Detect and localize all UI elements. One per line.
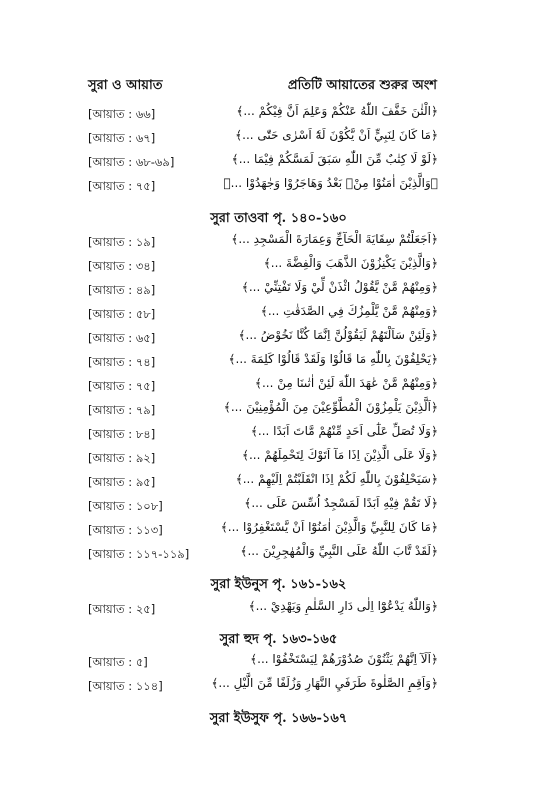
ayah-start-text: ﴿وَلَا تُصَلِّ عَلٰٓى اَحَدٍ مِّنْهُمْ مَّاتَ اَبَدًا ...﴾ <box>250 424 438 438</box>
ayah-reference: [আয়াত : ১১৩] <box>88 523 163 537</box>
table-row <box>88 176 438 196</box>
ayah-start-text: ﴿مَا كَانَ لِنَبِيٍّ اَنْ يَّكُوْنَ لَهٗٓ اَسْرٰى حَتّٰى ...﴾ <box>235 128 438 142</box>
ayah-start-text: ﴿يَحْلِفُوْنَ بِاللّٰهِ مَا قَالُوْا وَلَقَدْ قَالُوْا كَلِمَةَ ...﴾ <box>228 352 438 366</box>
ayah-reference: [আয়াত : ৫৮] <box>88 307 156 321</box>
table-row <box>88 496 438 516</box>
ayah-reference: [আয়াত : ১৯] <box>88 235 156 249</box>
table-row <box>88 520 438 540</box>
ayah-reference: [আয়াত : ৬৬] <box>88 107 156 121</box>
ayah-start-text: ﴿وَالَّذِيْنَ يَكْنِزُوْنَ الذَّهَبَ وَالْفِضَّةَ ...﴾ <box>263 256 438 270</box>
section-heading: সুরা হুদ পৃ. ১৬৩-১৬৫ <box>219 632 338 647</box>
ayah-reference: [আয়াত : ৬৭] <box>88 131 156 145</box>
ayah-start-text: ﴿اَلَآ اِنَّهُمْ يَثْنُوْنَ صُدُوْرَهُمْ لِيَسْتَخْفُوْا ...﴾ <box>250 652 438 666</box>
table-row <box>88 328 438 348</box>
ayah-reference: [আয়াত : ৫] <box>88 655 148 669</box>
ayah-start-text: ﴿اَجَعَلْتُمْ سِقَايَةَ الْحَآجِّ وَعِمَارَةَ الْمَسْجِدِ ...﴾ <box>231 232 438 246</box>
ayah-reference: [আয়াত : ৩৪] <box>88 259 156 273</box>
ayah-start-text: ﴿وَمِنْهُمْ مَّنْ يَّقُوْلُ ائْذَنْ لِّيْ وَلَا تَفْتِنِّيْ ...﴾ <box>241 280 438 294</box>
ayah-reference: [আয়াত : ৭৫] <box>88 379 156 393</box>
table-row <box>88 448 438 468</box>
ayah-start-text: ﴿وَاَقِمِ الصَّلٰوةَ طَرَفَيِ النَّهَارِ وَزُلَفًا مِّنَ الَّيْلِ ...﴾ <box>211 676 438 690</box>
table-row <box>88 280 438 300</box>
ayah-start-text: ﴿وَمِنْهُمْ مَّنْ يَّلْمِزُكَ فِي الصَّدَقٰتِ ...﴾ <box>260 304 438 318</box>
table-row <box>88 128 438 148</box>
section-heading: সুরা ইউনুস পৃ. ১৬১-১৬২ <box>210 577 347 592</box>
ayah-start-text: ﴿الْئٰنَ خَفَّفَ اللّٰهُ عَنْكُمْ وَعَلِمَ اَنَّ فِيْكُمْ ...﴾ <box>236 104 438 118</box>
table-row <box>88 472 438 492</box>
ayah-start-text: ﴿وَاللّٰهُ يَدْعُوْٓا اِلٰى دَارِ السَّلٰمِ وَيَهْدِيْ ...﴾ <box>248 599 438 613</box>
section-heading: সুরা ইউসুফ পৃ. ১৬৬-১৬৭ <box>209 711 348 726</box>
table-row <box>88 304 438 324</box>
ayah-start-text: ﴿مَا كَانَ لِلنَّبِيِّ وَالَّذِيْنَ اٰمَنُوْٓا اَنْ يَّسْتَغْفِرُوْا ...﴾ <box>220 520 438 534</box>
table-row <box>88 400 438 420</box>
ayah-start-text: ﴿اَلَّذِيْنَ يَلْمِزُوْنَ الْمُطَّوِّعِيْنَ مِنَ الْمُؤْمِنِيْنَ ...﴾ <box>223 400 438 414</box>
table-row <box>88 256 438 276</box>
table-row <box>88 676 438 696</box>
ayah-reference: [আয়াত : ১১৪] <box>88 679 163 693</box>
ayah-reference: [আয়াত : ৭৫] <box>88 179 156 193</box>
ayah-reference: [আয়াত : ৪৯] <box>88 283 156 297</box>
column-header <box>88 76 437 96</box>
ayah-reference: [আয়াত : ৭৯] <box>88 403 156 417</box>
table-row <box>88 424 438 444</box>
table-row <box>88 544 438 564</box>
table-row <box>88 652 438 672</box>
table-row <box>88 232 438 252</box>
ayah-reference: [আয়াত : ৭৪] <box>88 355 156 369</box>
ayah-reference: [আয়াত : ৬৫] <box>88 331 156 345</box>
ayah-start-text: ﴿لَا تَقُمْ فِيْهِ اَبَدًا لَمَسْجِدٌ اُسِّسَ عَلَى ...﴾ <box>244 496 438 510</box>
ayah-reference: [আয়াত : ১১৭-১১৯] <box>88 547 190 561</box>
ayah-reference: [আয়াত : ২৫] <box>88 602 156 616</box>
table-row <box>88 152 438 172</box>
ayah-reference: [আয়াত : ৬৮-৬৯] <box>88 155 175 169</box>
table-row <box>88 352 438 372</box>
header-ayah-start: প্রতিটি আয়াতের শুরুর অংশ <box>287 78 437 93</box>
ayah-start-text: ﴿لَوْ لَا كِتٰبٌ مِّنَ اللّٰهِ سَبَقَ لَمَسَّكُمْ فِيْمَا ...﴾ <box>231 152 438 166</box>
ayah-start-text: ﴿وَلَئِنْ سَاَلْتَهُمْ لَيَقُوْلُنَّ اِنَّمَا كُنَّا نَخُوْضُ ...﴾ <box>238 328 438 342</box>
table-row <box>88 599 438 619</box>
ayah-reference: [আয়াত : ৯৫] <box>88 475 156 489</box>
table-row <box>88 376 438 396</box>
ayah-start-text: ﴿وَالَّذِيْنَ اٰمَنُوْا مِنْۢ بَعْدُ وَهَاجَرُوْا وَجٰهَدُوْا ...﴾ <box>223 176 438 190</box>
header-surah-ayah: সুরা ও আয়াত <box>88 78 163 93</box>
ayah-start-text: ﴿وَمِنْهُمْ مَّنْ عٰهَدَ اللّٰهَ لَئِنْ اٰتٰىنَا مِنْ ...﴾ <box>254 376 438 390</box>
ayah-reference: [আয়াত : ৮৪] <box>88 427 156 441</box>
ayah-reference: [আয়াত : ১০৮] <box>88 499 163 513</box>
ayah-reference: [আয়াত : ৯২] <box>88 451 156 465</box>
ayah-start-text: ﴿سَيَحْلِفُوْنَ بِاللّٰهِ لَكُمْ اِذَا انْقَلَبْتُمْ اِلَيْهِمْ ...﴾ <box>235 472 438 486</box>
table-row <box>88 104 438 124</box>
ayah-start-text: ﴿وَلَا عَلَى الَّذِيْنَ اِذَا مَآ اَتَوْكَ لِتَحْمِلَهُمْ ...﴾ <box>241 448 438 462</box>
section-heading: সুরা তাওবা পৃ. ১৪০-১৬০ <box>210 211 347 226</box>
ayah-start-text: ﴿لَقَدْ تَّابَ اللّٰهُ عَلَى النَّبِيِّ وَالْمُهٰجِرِيْنَ ...﴾ <box>240 544 438 558</box>
